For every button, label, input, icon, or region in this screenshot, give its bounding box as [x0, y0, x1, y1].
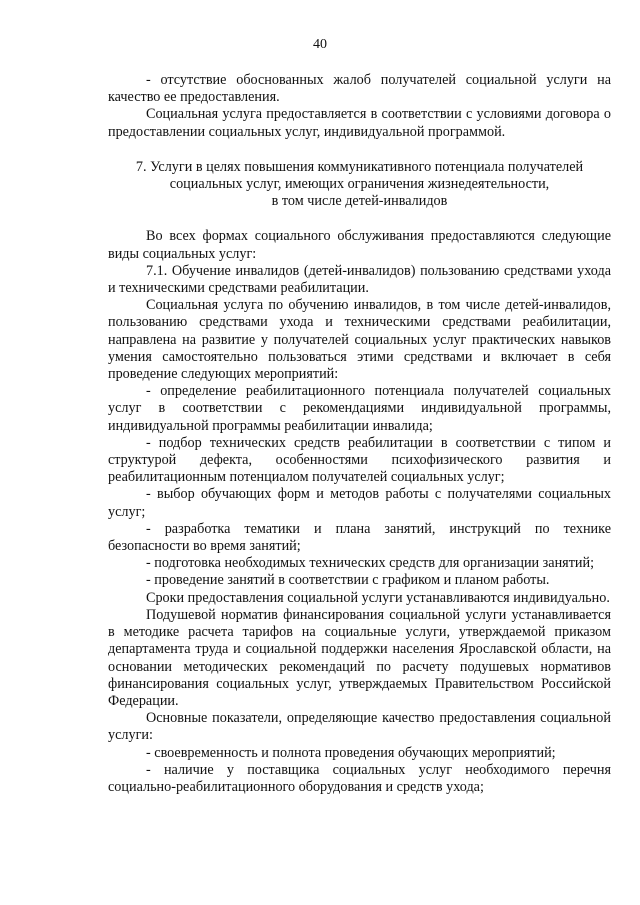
- paragraph-service-description: Социальная услуга по обучению инвалидов, в том числе детей-инвалидов, пользованию средствами ухода и техническими средствами реабилитации, направлена на развитие у получателей социальных услуг практических навыков умения самостоятельно пользоваться этими средствами и включает в себя проведение следующих мероприятий:: [108, 297, 611, 383]
- paragraph-funding-norm: Подушевой норматив финансирования социальной услуги устанавливается в методике расчета тарифов на социальные услуги, утверждаемой приказом департамента труда и социальной поддержки населения Ярославской области, на основании методических рекомендаций по расчету подушевых нормативов финансирования социальных услуг, утверждаемых Правительством Российской Федерации.: [108, 606, 611, 709]
- list-item-lesson-plan: - разработка тематики и плана занятий, инструкций по технике безопасности во время занятий;: [108, 520, 611, 555]
- section-heading-line: социальных услуг, имеющих ограничения жизнедеятельности,: [169, 176, 550, 193]
- paragraph-service-forms: Во всех формах социального обслуживания предоставляются следующие виды социальных услуг:: [108, 228, 611, 262]
- page-number: 40: [313, 37, 327, 52]
- section-heading-line: в том числе детей-инвалидов: [271, 193, 448, 210]
- list-item-equipment-prep: - подготовка необходимых технических средств для организации занятий;: [146, 555, 595, 572]
- paragraph-service-provision: Социальная услуга предоставляется в соответствии с условиями договора о предоставлении социальных услуг, индивидуальной программой.: [108, 106, 611, 140]
- paragraph-7-1-title: 7.1. Обучение инвалидов (детей-инвалидов) пользованию средствами ухода и техническими средствами реабилитации.: [108, 262, 611, 297]
- section-heading: [108, 159, 611, 211]
- list-item-rehab-potential: - определение реабилитационного потенциала получателей социальных услуг в соответствии с рекомендациями индивидуальной программы, индивидуальной программы реабилитации инвалида;: [108, 383, 611, 434]
- paragraph-quality-indicators: Основные показатели, определяющие качество предоставления социальной услуги:: [108, 710, 611, 744]
- list-item-equipment-availability: - наличие у поставщика социальных услуг необходимого перечня социально-реабилитационного оборудования и средств ухода;: [108, 761, 611, 795]
- page-content: [108, 72, 611, 796]
- list-item-training-methods: - выбор обучающих форм и методов работы с получателями социальных услуг;: [108, 486, 611, 520]
- list-item-device-selection: - подбор технических средств реабилитации в соответствии с типом и структурой дефекта, особенностями психофизического развития и реабилитационным потенциалом получателей социальных услуг;: [108, 434, 611, 486]
- list-item-timeliness: - своевременность и полнота проведения обучающих мероприятий;: [146, 744, 556, 761]
- section-heading-line: 7. Услуги в целях повышения коммуникативного потенциала получателей: [135, 158, 584, 175]
- list-item-conduct-lessons: - проведение занятий в соответствии с графиком и планом работы.: [146, 572, 550, 589]
- paragraph-terms: Сроки предоставления социальной услуги устанавливаются индивидуально.: [146, 589, 610, 606]
- paragraph-no-complaints: - отсутствие обоснованных жалоб получателей социальной услуги на качество ее предоставления.: [108, 72, 611, 106]
